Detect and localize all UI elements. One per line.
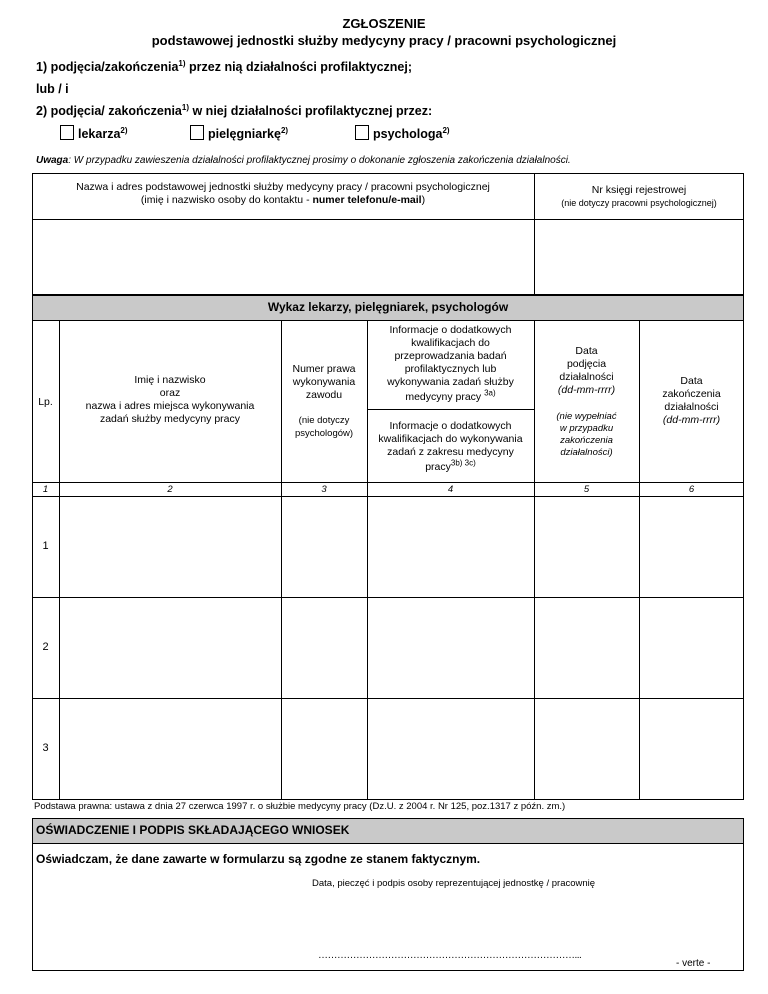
registry-header-sub: (nie dotyczy pracowni psychologicznej) <box>561 198 717 208</box>
table-row-number: 2 <box>42 641 49 653</box>
registry-number-field[interactable] <box>535 220 743 294</box>
checkbox-nurse-label: pielęgniarkę <box>208 127 281 141</box>
col-license-header: Numer prawa wykonywania zawodu (nie dotyczy psychologów) <box>281 363 367 440</box>
numbers-bottom-line <box>32 496 744 497</box>
option-line-2 <box>36 104 432 118</box>
option-1-rest: przez nią działalności profilaktycznej; <box>185 60 412 74</box>
col-lp-header: Lp. <box>38 396 53 408</box>
checkbox-square[interactable] <box>60 125 74 140</box>
checkbox-square[interactable] <box>355 125 369 140</box>
col-number: 5 <box>583 484 590 495</box>
registry-header-title: Nr księgi rejestrowej <box>591 184 687 196</box>
page-subtitle: podstawowej jednostki służby medycyny pracy / pracowni psychologicznej <box>151 33 617 48</box>
option-1-text: 1) podjęcia/zakończenia <box>36 60 179 74</box>
col-info-a-header: Informacje o dodatkowych kwalifikacjach do przeprowadzania badań profilaktycznych lub wykonywania zadań służby medycyny pracy $^{3a)}$ <box>387 324 514 403</box>
col-start-note: (nie wypełniać w przypadku zakończenia działalności) <box>556 411 617 458</box>
info-split-line <box>367 409 534 410</box>
col-license-note: (nie dotyczy psychologów) <box>294 415 354 439</box>
registry-header <box>534 184 744 210</box>
option-1-sup: 1) <box>178 58 186 68</box>
checkbox-doctor-sup: 2) <box>120 125 128 135</box>
row-line <box>32 597 744 598</box>
verte-label: - verte - <box>676 958 711 969</box>
col-number: 6 <box>688 484 695 495</box>
unit-name-field[interactable] <box>33 220 533 294</box>
legal-basis: Podstawa prawna: ustawa z dnia 27 czerwca 1997 r. o służbie medycyny pracy (Dz.U. z 2004 r. Nr 125, poz.1317 z późn. zm.) <box>34 801 566 812</box>
checkbox-nurse[interactable] <box>190 125 288 141</box>
col-info-b-header: Informacje o dodatkowych kwalifikacjach do wykonywania zadań z zakresu medycyny pracy$^{3b) 3c)}$ <box>378 420 523 473</box>
unit-name-header <box>32 181 534 207</box>
checkbox-psychologist[interactable] <box>355 125 450 141</box>
declaration-title: OŚWIADCZENIE I PODPIS SKŁADAJĄCEGO WNIOSEK <box>36 823 350 837</box>
note-text: : W przypadku zawieszenia działalności profilaktycznej prosimy o dokonanie zgłoszenia zakończenia działalności. <box>68 155 571 166</box>
row-line <box>32 698 744 699</box>
unit-name-header-line2: (imię i nazwisko osoby do kontaktu - numer telefonu/e-mail) <box>140 194 426 206</box>
table-row-number: 1 <box>42 540 49 552</box>
declaration-statement: Oświadczam, że dane zawarte w formularzu są zgodne ze stanem faktycznym. <box>36 852 481 866</box>
checkbox-doctor[interactable] <box>60 125 128 141</box>
or-text: lub / i <box>36 82 69 96</box>
signature-label: Data, pieczęć i podpis osoby reprezentującej jednostkę / pracownię <box>312 878 596 889</box>
checkbox-psychologist-sup: 2) <box>442 125 450 135</box>
col-number: 3 <box>321 484 327 495</box>
checkbox-doctor-label: lekarza <box>78 127 121 141</box>
note <box>36 155 571 166</box>
option-2-sup: 1) <box>181 102 190 112</box>
checkbox-nurse-sup: 2) <box>280 125 289 135</box>
col-name-header: Imię i nazwisko oraz nazwa i adres miejsca wykonywania zadań służby medycyny pracy <box>85 374 255 425</box>
list-table-title: Wykaz lekarzy, pielęgniarek, psychologów <box>267 300 509 314</box>
signature-field[interactable]: ………………………………………………………………………... <box>318 950 582 961</box>
table-row-number: 3 <box>42 742 49 754</box>
note-prefix: Uwaga <box>36 155 69 166</box>
page-title: ZGŁOSZENIE <box>342 16 426 31</box>
unit-name-header-line1: Nazwa i adres podstawowej jednostki służby medycyny pracy / pracowni psychologicznej <box>76 181 490 193</box>
option-line-1 <box>36 60 412 74</box>
col-number: 2 <box>167 484 173 495</box>
option-2-text: 2) podjęcia/ zakończenia <box>36 104 182 118</box>
option-2-rest: w niej działalności profilaktycznej przez: <box>189 104 433 118</box>
checkbox-psychologist-label: psychologa <box>373 127 443 141</box>
col-number: 1 <box>42 484 49 495</box>
col-start-date-header: Data podjęcia działalności (dd-mm-rrrr) (nie wypełniać w przypadku zakończenia działalności) <box>534 345 639 459</box>
checkbox-square[interactable] <box>190 125 204 140</box>
col-end-date-header: Data zakończenia działalności (dd-mm-rrrr) <box>662 375 721 426</box>
col-number: 4 <box>447 484 454 495</box>
